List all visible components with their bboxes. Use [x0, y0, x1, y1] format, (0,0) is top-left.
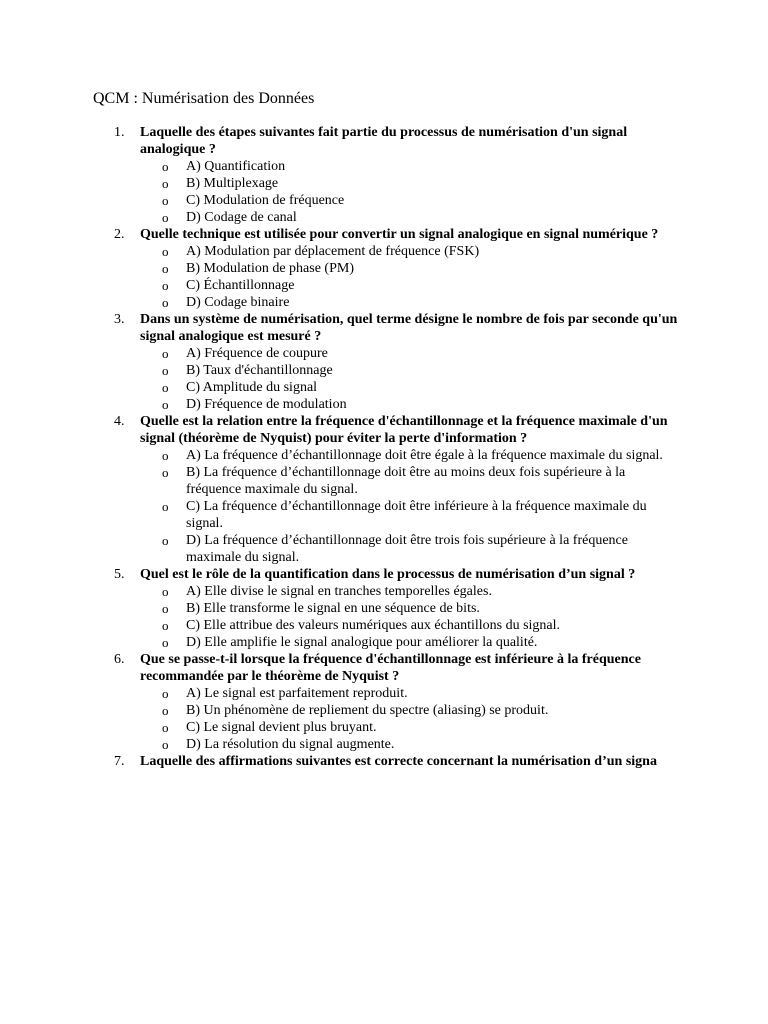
question-number: 3.	[114, 312, 125, 327]
answer-options	[0, 158, 768, 226]
option-text: D) Fréquence de modulation	[186, 397, 347, 412]
question-7	[0, 753, 768, 770]
answer-option-a	[0, 158, 768, 175]
bullet-icon: o	[162, 193, 169, 208]
answer-option-a	[0, 685, 768, 702]
question-2	[0, 226, 768, 311]
bullet-icon: o	[162, 584, 169, 599]
option-text: B) Un phénomène de repliement du spectre (aliasing) se produit.	[186, 703, 549, 718]
answer-option-c	[0, 617, 768, 634]
option-text: C) Elle attribue des valeurs numériques aux échantillons du signal.	[186, 618, 561, 633]
bullet-icon: o	[162, 601, 169, 616]
bullet-icon: o	[162, 176, 169, 191]
bullet-icon: o	[162, 261, 169, 276]
question-4	[0, 413, 768, 566]
question-number: 4.	[114, 414, 125, 429]
option-text: D) La fréquence d’échantillonnage doit être trois fois supérieure à la fréquence maximale du signal.	[186, 533, 628, 565]
option-text: A) Modulation par déplacement de fréquence (FSK)	[186, 244, 480, 259]
question-3	[0, 311, 768, 413]
answer-option-a	[0, 243, 768, 260]
question-text: Laquelle des affirmations suivantes est correcte concernant la numérisation d’un signa	[140, 754, 657, 769]
option-text: A) Fréquence de coupure	[186, 346, 328, 361]
option-text: B) Modulation de phase (PM)	[186, 261, 354, 276]
bullet-icon: o	[162, 533, 169, 548]
bullet-icon: o	[162, 618, 169, 633]
option-text: C) Le signal devient plus bruyant.	[186, 720, 377, 735]
answer-options	[0, 345, 768, 413]
question-number: 1.	[114, 125, 125, 140]
bullet-icon: o	[162, 159, 169, 174]
question-number: 2.	[114, 227, 125, 242]
answer-option-d	[0, 532, 768, 566]
answer-option-b	[0, 362, 768, 379]
bullet-icon: o	[162, 686, 169, 701]
question-text: Quelle est la relation entre la fréquence d'échantillonnage et la fréquence maximale d'un signal (théorème de Nyquist) pour éviter la perte d'information ?	[140, 414, 668, 446]
option-text: D) Codage binaire	[186, 295, 290, 310]
question-1	[0, 124, 768, 226]
answer-option-d	[0, 209, 768, 226]
answer-options	[0, 243, 768, 311]
bullet-icon: o	[162, 380, 169, 395]
option-text: D) La résolution du signal augmente.	[186, 737, 395, 752]
answer-options	[0, 583, 768, 651]
answer-option-b	[0, 260, 768, 277]
answer-option-c	[0, 719, 768, 736]
option-text: D) Elle amplifie le signal analogique pour améliorer la qualité.	[186, 635, 538, 650]
question-text: Que se passe-t-il lorsque la fréquence d'échantillonnage est inférieure à la fréquence recommandée par le théorème de Nyquist ?	[140, 652, 641, 684]
option-text: C) La fréquence d’échantillonnage doit être inférieure à la fréquence maximale du signal.	[186, 499, 647, 531]
option-text: C) Échantillonnage	[186, 278, 295, 293]
answer-option-c	[0, 192, 768, 209]
option-text: B) La fréquence d’échantillonnage doit être au moins deux fois supérieure à la fréquence maximale du signal.	[186, 465, 626, 497]
page-title: QCM : Numérisation des Données	[93, 90, 315, 107]
answer-option-c	[0, 498, 768, 532]
option-text: A) La fréquence d’échantillonnage doit être égale à la fréquence maximale du signal.	[186, 448, 663, 463]
answer-options	[0, 685, 768, 753]
answer-option-b	[0, 600, 768, 617]
bullet-icon: o	[162, 397, 169, 412]
answer-option-b	[0, 464, 768, 498]
question-list	[0, 124, 768, 770]
question-6	[0, 651, 768, 753]
answer-option-b	[0, 702, 768, 719]
bullet-icon: o	[162, 210, 169, 225]
answer-option-b	[0, 175, 768, 192]
question-text: Quel est le rôle de la quantification dans le processus de numérisation d’un signal ?	[140, 567, 636, 582]
answer-options	[0, 447, 768, 566]
bullet-icon: o	[162, 703, 169, 718]
option-text: C) Modulation de fréquence	[186, 193, 345, 208]
option-text: B) Taux d'échantillonnage	[186, 363, 333, 378]
question-text: Quelle technique est utilisée pour convertir un signal analogique en signal numérique ?	[140, 227, 659, 242]
option-text: B) Multiplexage	[186, 176, 279, 191]
option-text: A) Quantification	[186, 159, 286, 174]
question-number: 5.	[114, 567, 125, 582]
bullet-icon: o	[162, 737, 169, 752]
bullet-icon: o	[162, 278, 169, 293]
answer-option-c	[0, 277, 768, 294]
question-text: Dans un système de numérisation, quel terme désigne le nombre de fois par seconde qu'un signal analogique est mesuré ?	[140, 312, 678, 344]
bullet-icon: o	[162, 635, 169, 650]
option-text: A) Elle divise le signal en tranches temporelles égales.	[186, 584, 492, 599]
bullet-icon: o	[162, 448, 169, 463]
bullet-icon: o	[162, 499, 169, 514]
answer-option-d	[0, 736, 768, 753]
bullet-icon: o	[162, 346, 169, 361]
question-number: 7.	[114, 754, 125, 769]
answer-option-a	[0, 447, 768, 464]
question-number: 6.	[114, 652, 125, 667]
bullet-icon: o	[162, 720, 169, 735]
bullet-icon: o	[162, 244, 169, 259]
question-text: Laquelle des étapes suivantes fait partie du processus de numérisation d'un signal analogique ?	[140, 125, 628, 157]
option-text: B) Elle transforme le signal en une séquence de bits.	[186, 601, 480, 616]
bullet-icon: o	[162, 295, 169, 310]
answer-option-a	[0, 345, 768, 362]
answer-option-d	[0, 396, 768, 413]
question-5	[0, 566, 768, 651]
option-text: D) Codage de canal	[186, 210, 297, 225]
answer-option-c	[0, 379, 768, 396]
bullet-icon: o	[162, 363, 169, 378]
answer-option-a	[0, 583, 768, 600]
option-text: A) Le signal est parfaitement reproduit.	[186, 686, 408, 701]
answer-option-d	[0, 634, 768, 651]
bullet-icon: o	[162, 465, 169, 480]
answer-option-d	[0, 294, 768, 311]
option-text: C) Amplitude du signal	[186, 380, 318, 395]
